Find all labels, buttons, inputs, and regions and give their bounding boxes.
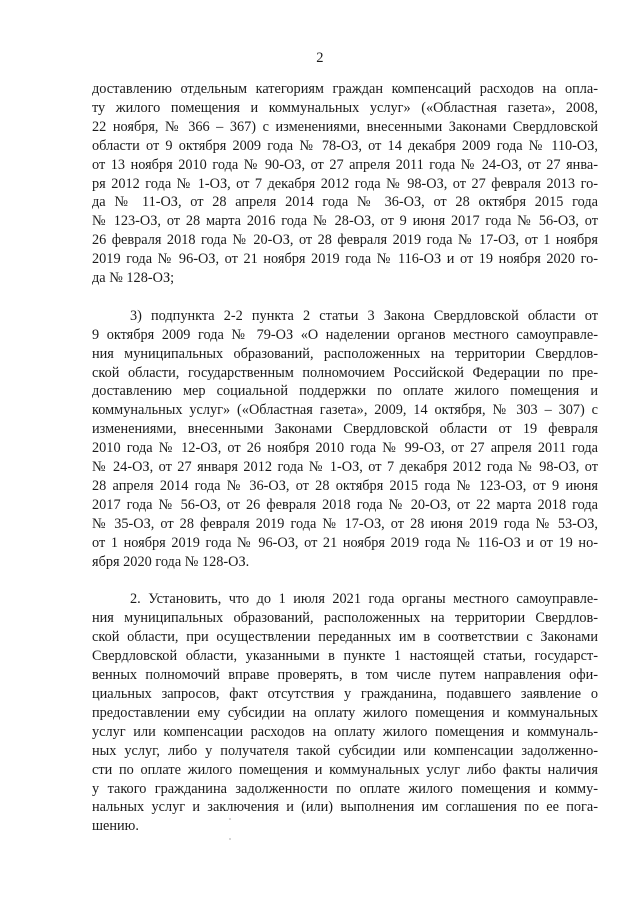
text-line: предоставлении ему субсидии на оплату жилого помещения и коммунальных [92, 704, 598, 721]
text-line: № 24-ОЗ, от 27 января 2012 года № 1-ОЗ, от 7 декабря 2012 года № 98-ОЗ, от [92, 459, 598, 476]
text-line: 2. Установить, что до 1 июля 2021 года органы местного самоуправле- [130, 591, 598, 608]
text-line: коммунальных услуг» («Областная газета», 2009, 14 октября, № 303 – 307) с [92, 402, 598, 419]
text-line: 2019 года № 96-ОЗ, от 21 ноября 2019 года № 116-ОЗ и от 19 ноября 2020 го- [92, 251, 598, 268]
scan-speck [229, 838, 231, 840]
text-line: 28 апреля 2014 года № 36-ОЗ, от 28 октября 2015 года № 123-ОЗ, от 9 июня [92, 478, 598, 495]
text-line: 9 октября 2009 года № 79-ОЗ «О наделении органов местного самоуправле- [92, 326, 598, 343]
text-line: ской области, государственным полномочием Российской Федерации по пре- [92, 364, 598, 381]
text-line: 22 ноября, № 366 – 367) с изменениями, внесенными Законами Свердловской [92, 118, 598, 135]
document-body [92, 80, 598, 836]
text-line: ния муниципальных образований, расположенных на территории Свердлов- [92, 345, 598, 362]
text-line: 2010 года № 12-ОЗ, от 26 ноября 2010 года № 99-ОЗ, от 27 апреля 2011 года [92, 440, 598, 457]
text-line: да № 11-ОЗ, от 28 апреля 2014 года № 36-ОЗ, от 28 октября 2015 года [92, 194, 598, 211]
text-line: ря 2012 года № 1-ОЗ, от 7 декабря 2012 года № 98-ОЗ, от 27 февраля 2013 го- [92, 175, 598, 192]
text-line: доставлению отдельным категориям граждан компенсаций расходов на опла- [92, 81, 598, 97]
text-line: ту жилого помещения и коммунальных услуг» («Областная газета», 2008, [92, 99, 598, 116]
text-line: ября 2020 года № 128-ОЗ. [92, 553, 250, 570]
text-line: от 13 ноября 2010 года № 90-ОЗ, от 27 апреля 2011 года № 24-ОЗ, от 27 янва- [92, 156, 598, 173]
text-line: нальных услуг и заключения и (или) выполнения им соглашения по ее пога- [92, 799, 598, 816]
text-line: области от 9 октября 2009 года № 78-ОЗ, от 14 декабря 2009 года № 110-ОЗ, [92, 137, 598, 154]
text-line: услуг или компенсации расходов на оплату жилого помещения и коммуналь- [92, 723, 598, 740]
text-line: венных полномочий вправе проверять, в том числе путем направления офи- [92, 667, 598, 684]
text-line: № 123-ОЗ, от 28 марта 2016 года № 28-ОЗ, от 9 июня 2017 года № 56-ОЗ, от [92, 213, 598, 230]
text-line: Свердловской области, указанными в пункте 1 настоящей статьи, государст- [92, 648, 598, 665]
paragraph-item-2 [92, 590, 598, 836]
page-number: 2 [316, 50, 324, 66]
text-line: доставлению мер социальной поддержки по оплате жилого помещения и [92, 383, 598, 400]
paragraph-continuation [92, 80, 598, 288]
text-line: сти по оплате жилого помещения и коммунальных услуг либо факты наличия [92, 761, 598, 778]
text-line: № 35-ОЗ, от 28 февраля 2019 года № 17-ОЗ, от 28 июня 2019 года № 53-ОЗ, [92, 515, 598, 532]
text-line: изменениями, внесенными Законами Свердловской области от 19 февраля [92, 421, 598, 438]
text-line: ской области, при осуществлении переданных им в соответствии с Законами [92, 629, 598, 646]
text-line: циальных запросов, факт отсутствия у гражданина, подавшего заявление о [92, 685, 598, 702]
text-line: у такого гражданина задолженности по оплате жилого помещения и комму- [92, 780, 598, 797]
text-line: шению. [92, 818, 139, 835]
text-line: от 1 ноября 2019 года № 96-ОЗ, от 21 ноября 2019 года № 116-ОЗ и от 19 но- [92, 534, 598, 551]
text-line: 2017 года № 56-ОЗ, от 26 февраля 2018 года № 20-ОЗ, от 22 марта 2018 года [92, 496, 598, 513]
paragraph-subitem-3 [92, 307, 598, 572]
text-line: да № 128-ОЗ; [92, 270, 175, 287]
text-line: ния муниципальных образований, расположенных на территории Свердлов- [92, 610, 598, 627]
scan-speck [229, 818, 231, 820]
text-line: 3) подпункта 2-2 пункта 2 статьи 3 Закона Свердловской области от [130, 307, 598, 324]
text-line: ных услуг, либо у получателя такой субсидии или компенсации задолженно- [92, 742, 598, 759]
text-line: 26 февраля 2018 года № 20-ОЗ, от 28 февраля 2019 года № 17-ОЗ, от 1 ноября [92, 232, 598, 249]
